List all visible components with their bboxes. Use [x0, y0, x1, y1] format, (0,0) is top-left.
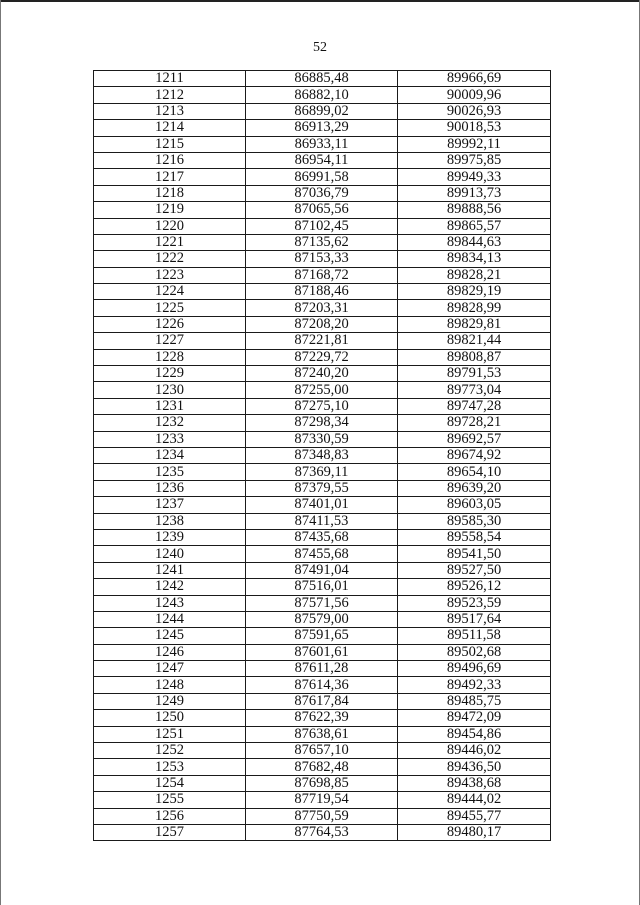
- x-coordinate-cell: 87491,04: [246, 562, 398, 578]
- x-coordinate-cell: 87614,36: [246, 677, 398, 693]
- table-row: [94, 562, 551, 578]
- y-coordinate-cell: 89496,69: [398, 661, 551, 677]
- y-coordinate-cell: 89808,87: [398, 349, 551, 365]
- y-coordinate-cell: 89949,33: [398, 169, 551, 185]
- point-number-cell: 1235: [94, 464, 246, 480]
- y-coordinate-cell: 89480,17: [398, 824, 551, 840]
- y-coordinate-cell: 89821,44: [398, 333, 551, 349]
- x-coordinate-cell: 87255,00: [246, 382, 398, 398]
- x-coordinate-cell: 86882,10: [246, 87, 398, 103]
- point-number-cell: 1223: [94, 267, 246, 283]
- table-row: [94, 497, 551, 513]
- table-row: [94, 792, 551, 808]
- point-number-cell: 1239: [94, 529, 246, 545]
- point-number-cell: 1222: [94, 251, 246, 267]
- table-row: [94, 185, 551, 201]
- x-coordinate-cell: 86899,02: [246, 103, 398, 119]
- point-number-cell: 1212: [94, 87, 246, 103]
- table-row: [94, 300, 551, 316]
- x-coordinate-cell: 87229,72: [246, 349, 398, 365]
- x-coordinate-cell: 87203,31: [246, 300, 398, 316]
- x-coordinate-cell: 87221,81: [246, 333, 398, 349]
- point-number-cell: 1249: [94, 693, 246, 709]
- x-coordinate-cell: 87764,53: [246, 824, 398, 840]
- point-number-cell: 1232: [94, 415, 246, 431]
- x-coordinate-cell: 87102,45: [246, 218, 398, 234]
- x-coordinate-cell: 87411,53: [246, 513, 398, 529]
- scan-left-edge: [0, 0, 1, 905]
- table-row: [94, 267, 551, 283]
- y-coordinate-cell: 90026,93: [398, 103, 551, 119]
- table-row: [94, 136, 551, 152]
- point-number-cell: 1214: [94, 120, 246, 136]
- point-number-cell: 1241: [94, 562, 246, 578]
- x-coordinate-cell: 87455,68: [246, 546, 398, 562]
- y-coordinate-cell: 89438,68: [398, 775, 551, 791]
- table-row: [94, 202, 551, 218]
- point-number-cell: 1224: [94, 284, 246, 300]
- y-coordinate-cell: 89692,57: [398, 431, 551, 447]
- point-number-cell: 1257: [94, 824, 246, 840]
- y-coordinate-cell: 89844,63: [398, 234, 551, 250]
- x-coordinate-cell: 87611,28: [246, 661, 398, 677]
- table-row: [94, 710, 551, 726]
- point-number-cell: 1238: [94, 513, 246, 529]
- point-number-cell: 1251: [94, 726, 246, 742]
- scan-top-edge: [0, 0, 640, 2]
- x-coordinate-cell: 87435,68: [246, 529, 398, 545]
- y-coordinate-cell: 89585,30: [398, 513, 551, 529]
- point-number-cell: 1254: [94, 775, 246, 791]
- table-row: [94, 87, 551, 103]
- table-row: [94, 366, 551, 382]
- coordinates-table: [93, 70, 551, 841]
- table-row: [94, 398, 551, 414]
- y-coordinate-cell: 89558,54: [398, 529, 551, 545]
- x-coordinate-cell: 87275,10: [246, 398, 398, 414]
- y-coordinate-cell: 89436,50: [398, 759, 551, 775]
- y-coordinate-cell: 89654,10: [398, 464, 551, 480]
- point-number-cell: 1242: [94, 579, 246, 595]
- x-coordinate-cell: 87579,00: [246, 611, 398, 627]
- point-number-cell: 1216: [94, 152, 246, 168]
- x-coordinate-cell: 86913,29: [246, 120, 398, 136]
- y-coordinate-cell: 89834,13: [398, 251, 551, 267]
- y-coordinate-cell: 89511,58: [398, 628, 551, 644]
- x-coordinate-cell: 87617,84: [246, 693, 398, 709]
- point-number-cell: 1255: [94, 792, 246, 808]
- y-coordinate-cell: 89541,50: [398, 546, 551, 562]
- table-row: [94, 628, 551, 644]
- x-coordinate-cell: 87622,39: [246, 710, 398, 726]
- table-row: [94, 284, 551, 300]
- y-coordinate-cell: 89828,21: [398, 267, 551, 283]
- point-number-cell: 1227: [94, 333, 246, 349]
- x-coordinate-cell: 87036,79: [246, 185, 398, 201]
- table-row: [94, 661, 551, 677]
- x-coordinate-cell: 87188,46: [246, 284, 398, 300]
- point-number-cell: 1233: [94, 431, 246, 447]
- x-coordinate-cell: 87638,61: [246, 726, 398, 742]
- y-coordinate-cell: 89966,69: [398, 71, 551, 87]
- point-number-cell: 1215: [94, 136, 246, 152]
- table-row: [94, 218, 551, 234]
- table-row: [94, 808, 551, 824]
- x-coordinate-cell: 87135,62: [246, 234, 398, 250]
- table-row: [94, 759, 551, 775]
- table-row: [94, 595, 551, 611]
- table-row: [94, 431, 551, 447]
- y-coordinate-cell: 89444,02: [398, 792, 551, 808]
- point-number-cell: 1217: [94, 169, 246, 185]
- coordinates-table-body: [94, 71, 551, 841]
- x-coordinate-cell: 87065,56: [246, 202, 398, 218]
- x-coordinate-cell: 87330,59: [246, 431, 398, 447]
- point-number-cell: 1225: [94, 300, 246, 316]
- table-row: [94, 824, 551, 840]
- y-coordinate-cell: 89492,33: [398, 677, 551, 693]
- y-coordinate-cell: 89865,57: [398, 218, 551, 234]
- x-coordinate-cell: 87750,59: [246, 808, 398, 824]
- x-coordinate-cell: 87401,01: [246, 497, 398, 513]
- point-number-cell: 1213: [94, 103, 246, 119]
- x-coordinate-cell: 87153,33: [246, 251, 398, 267]
- y-coordinate-cell: 89527,50: [398, 562, 551, 578]
- x-coordinate-cell: 86991,58: [246, 169, 398, 185]
- table-row: [94, 71, 551, 87]
- point-number-cell: 1248: [94, 677, 246, 693]
- x-coordinate-cell: 87591,65: [246, 628, 398, 644]
- y-coordinate-cell: 89603,05: [398, 497, 551, 513]
- y-coordinate-cell: 89747,28: [398, 398, 551, 414]
- point-number-cell: 1234: [94, 447, 246, 463]
- x-coordinate-cell: 86885,48: [246, 71, 398, 87]
- y-coordinate-cell: 89639,20: [398, 480, 551, 496]
- table-row: [94, 775, 551, 791]
- x-coordinate-cell: 87379,55: [246, 480, 398, 496]
- y-coordinate-cell: 89791,53: [398, 366, 551, 382]
- point-number-cell: 1229: [94, 366, 246, 382]
- x-coordinate-cell: 87298,34: [246, 415, 398, 431]
- x-coordinate-cell: 87601,61: [246, 644, 398, 660]
- point-number-cell: 1219: [94, 202, 246, 218]
- point-number-cell: 1230: [94, 382, 246, 398]
- point-number-cell: 1252: [94, 743, 246, 759]
- x-coordinate-cell: 87698,85: [246, 775, 398, 791]
- table-row: [94, 152, 551, 168]
- point-number-cell: 1211: [94, 71, 246, 87]
- point-number-cell: 1218: [94, 185, 246, 201]
- y-coordinate-cell: 89517,64: [398, 611, 551, 627]
- page-number: 52: [313, 40, 327, 55]
- point-number-cell: 1220: [94, 218, 246, 234]
- x-coordinate-cell: 87348,83: [246, 447, 398, 463]
- table-row: [94, 251, 551, 267]
- table-row: [94, 349, 551, 365]
- table-row: [94, 546, 551, 562]
- point-number-cell: 1247: [94, 661, 246, 677]
- y-coordinate-cell: 89472,09: [398, 710, 551, 726]
- y-coordinate-cell: 89992,11: [398, 136, 551, 152]
- table-row: [94, 579, 551, 595]
- y-coordinate-cell: 89502,68: [398, 644, 551, 660]
- x-coordinate-cell: 87571,56: [246, 595, 398, 611]
- table-row: [94, 693, 551, 709]
- table-row: [94, 234, 551, 250]
- table-row: [94, 447, 551, 463]
- point-number-cell: 1244: [94, 611, 246, 627]
- x-coordinate-cell: 87369,11: [246, 464, 398, 480]
- table-row: [94, 382, 551, 398]
- table-row: [94, 415, 551, 431]
- x-coordinate-cell: 87657,10: [246, 743, 398, 759]
- point-number-cell: 1250: [94, 710, 246, 726]
- table-row: [94, 677, 551, 693]
- table-row: [94, 120, 551, 136]
- point-number-cell: 1245: [94, 628, 246, 644]
- table-row: [94, 726, 551, 742]
- point-number-cell: 1237: [94, 497, 246, 513]
- y-coordinate-cell: 89829,81: [398, 316, 551, 332]
- y-coordinate-cell: 89888,56: [398, 202, 551, 218]
- table-row: [94, 464, 551, 480]
- y-coordinate-cell: 89829,19: [398, 284, 551, 300]
- x-coordinate-cell: 87168,72: [246, 267, 398, 283]
- y-coordinate-cell: 89828,99: [398, 300, 551, 316]
- x-coordinate-cell: 87208,20: [246, 316, 398, 332]
- table-row: [94, 316, 551, 332]
- x-coordinate-cell: 87516,01: [246, 579, 398, 595]
- point-number-cell: 1243: [94, 595, 246, 611]
- table-row: [94, 644, 551, 660]
- point-number-cell: 1228: [94, 349, 246, 365]
- table-row: [94, 513, 551, 529]
- point-number-cell: 1231: [94, 398, 246, 414]
- point-number-cell: 1246: [94, 644, 246, 660]
- y-coordinate-cell: 90018,53: [398, 120, 551, 136]
- y-coordinate-cell: 90009,96: [398, 87, 551, 103]
- x-coordinate-cell: 87719,54: [246, 792, 398, 808]
- table-row: [94, 529, 551, 545]
- table-row: [94, 611, 551, 627]
- x-coordinate-cell: 86933,11: [246, 136, 398, 152]
- point-number-cell: 1240: [94, 546, 246, 562]
- y-coordinate-cell: 89913,73: [398, 185, 551, 201]
- y-coordinate-cell: 89728,21: [398, 415, 551, 431]
- point-number-cell: 1236: [94, 480, 246, 496]
- y-coordinate-cell: 89485,75: [398, 693, 551, 709]
- y-coordinate-cell: 89446,02: [398, 743, 551, 759]
- table-row: [94, 169, 551, 185]
- table-row: [94, 480, 551, 496]
- y-coordinate-cell: 89523,59: [398, 595, 551, 611]
- point-number-cell: 1253: [94, 759, 246, 775]
- x-coordinate-cell: 87682,48: [246, 759, 398, 775]
- point-number-cell: 1226: [94, 316, 246, 332]
- table-row: [94, 103, 551, 119]
- x-coordinate-cell: 87240,20: [246, 366, 398, 382]
- point-number-cell: 1221: [94, 234, 246, 250]
- y-coordinate-cell: 89975,85: [398, 152, 551, 168]
- table-row: [94, 743, 551, 759]
- y-coordinate-cell: 89773,04: [398, 382, 551, 398]
- point-number-cell: 1256: [94, 808, 246, 824]
- y-coordinate-cell: 89454,86: [398, 726, 551, 742]
- y-coordinate-cell: 89674,92: [398, 447, 551, 463]
- table-row: [94, 333, 551, 349]
- y-coordinate-cell: 89526,12: [398, 579, 551, 595]
- y-coordinate-cell: 89455,77: [398, 808, 551, 824]
- x-coordinate-cell: 86954,11: [246, 152, 398, 168]
